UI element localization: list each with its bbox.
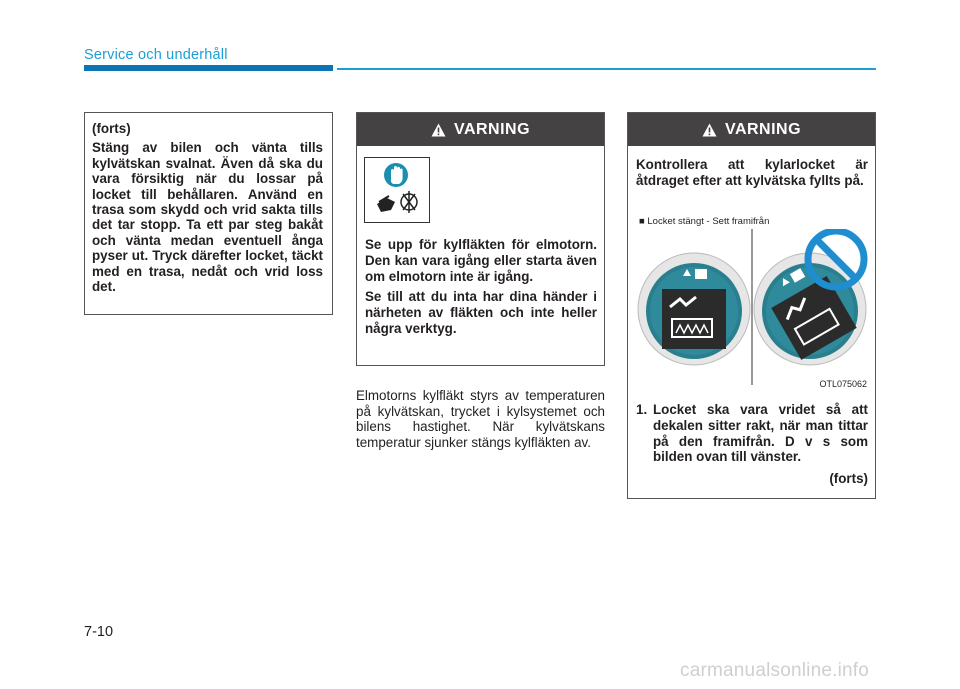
watermark: carmanualsonline.info [680, 660, 870, 681]
list-item [636, 402, 868, 465]
warning-fan-paragraph-1: Se upp för kylfläkten för elmotorn. Den kan vara igång eller starta även om elmotorn inte är igång. [365, 237, 597, 284]
warning-triangle-icon [702, 123, 717, 137]
warning-cap-box [627, 112, 876, 499]
step-text: Locket ska vara vridet så att dekalen sitter rakt, när man tittar på den framifrån. D v s som bilden ovan till vänster. [653, 402, 868, 465]
warning-cap-header [628, 113, 875, 146]
radiator-cap-figure [636, 229, 868, 393]
page-number: 7-10 [84, 624, 114, 640]
header-bar-light [337, 68, 876, 70]
warning-fan-box [356, 112, 605, 366]
figure-caption: ■ Locket stängt - Sett framifrån [639, 216, 770, 227]
fan-hazard-pictogram [364, 157, 430, 223]
header-bar-dark [84, 65, 333, 71]
note-box [84, 112, 333, 315]
cap-correct-icon [638, 253, 750, 365]
warning-cap-intro: Kontrollera att kylarlocket är åtdraget efter att kylvätska fyllts på. [636, 157, 868, 188]
stop-hand-icon [365, 158, 429, 222]
warning-fan-paragraph-2: Se till att du inta har dina händer i närheten av fläkten och inte heller några verktyg. [365, 289, 597, 336]
body-text: Elmotorns kylfläkt styrs av temperaturen på kylvätskan, trycket i kylsystemet och bilens hastighet. När kylvätskans temperatur sjunker stängs kylfläkten av. [356, 388, 605, 450]
warning-fan-header [357, 113, 604, 146]
section-title: Service och underhåll [84, 47, 228, 63]
figure-code: OTL075062 [819, 379, 867, 389]
hand-fan-icon [377, 191, 417, 213]
note-text: Stäng av bilen och vänta tills kylvätskan svalnat. Även då ska du vara försiktig när du lossar på locket till behållaren. Använd en trasa som skydd och vrid sakta tills det tar stopp. Ta ett par steg bakåt och vänta medan eventuell ånga pyser ut. Tryck därefter locket, täckt med en trasa, nedåt och vrid loss det. [92, 140, 323, 295]
step-number: 1. [636, 402, 648, 417]
warning-fan-heading: VARNING [453, 120, 531, 138]
warning-cap-forts: (forts) [829, 471, 868, 486]
warning-triangle-icon [431, 123, 446, 137]
note-forts: (forts) [92, 121, 131, 136]
warning-cap-heading: VARNING [724, 120, 802, 138]
